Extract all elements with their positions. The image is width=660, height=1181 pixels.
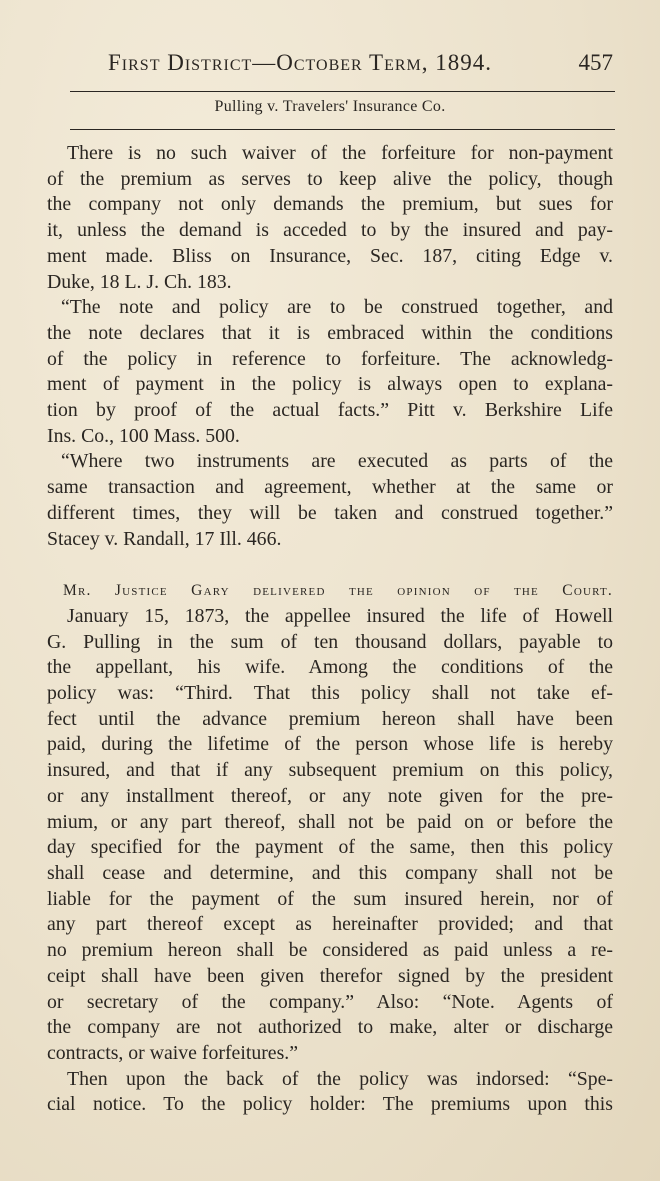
text-line: policy was: “Third. That this policy shall not take ef-: [47, 682, 613, 705]
text-line: tion by proof of the actual facts.” Pitt v. Berkshire Life: [47, 399, 613, 422]
text-line: ment of payment in the policy is always open to explana-: [47, 373, 613, 396]
text-line: ceipt shall have been given therefor signed by the president: [47, 964, 613, 987]
header-rule: [70, 91, 615, 92]
opinion-heading: Mr. Justice Gary delivered the opinion of the Court.: [63, 582, 613, 600]
text-line: cial notice. To the policy holder: The premiums upon this: [47, 1093, 613, 1116]
text-line: or any installment thereof, or any note given for the pre-: [47, 784, 613, 807]
text-line: “Where two instruments are executed as parts of the: [61, 450, 613, 473]
text-line: fect until the advance premium hereon shall have been: [47, 707, 613, 730]
text-line: G. Pulling in the sum of ten thousand dollars, payable to: [47, 630, 613, 653]
text-line: There is no such waiver of the forfeiture for non-payment: [67, 142, 613, 164]
text-line: Then upon the back of the policy was indorsed: “Spe-: [67, 1067, 613, 1090]
running-title: First District—October Term, 1894.: [108, 50, 493, 75]
text-line: ment made. Bliss on Insurance, Sec. 187, citing Edge v.: [47, 244, 613, 267]
text-line: of the premium as serves to keep alive the policy, though: [47, 167, 613, 190]
text-line: Ins. Co., 100 Mass. 500.: [47, 424, 240, 447]
body-text: [47, 141, 613, 1118]
text-line: the appellant, his wife. Among the conditions of the: [47, 656, 613, 679]
text-line: mium, or any part thereof, shall not be paid on or before the: [47, 810, 613, 833]
text-line: insured, and that if any subsequent premium on this policy,: [47, 759, 613, 782]
case-title: Pulling v. Travelers' Insurance Co.: [214, 98, 446, 115]
text-line: day specified for the payment of the same, then this policy: [47, 836, 613, 859]
text-line: contracts, or waive forfeitures.”: [47, 1041, 298, 1064]
case-title-rule: [70, 129, 615, 130]
text-line: liable for the payment of the sum insured herein, nor of: [47, 887, 613, 910]
text-line: shall cease and determine, and this company shall not be: [47, 861, 613, 884]
text-line: the company not only demands the premium, but sues for: [47, 193, 613, 216]
text-line: same transaction and agreement, whether at the same or: [47, 476, 613, 499]
text-line: January 15, 1873, the appellee insured the life of Howell: [67, 604, 613, 627]
page-number: 457: [578, 50, 613, 75]
text-line: Duke, 18 L. J. Ch. 183.: [47, 270, 232, 293]
text-line: the note declares that it is embraced within the conditions: [47, 321, 613, 344]
text-line: of the policy in reference to forfeiture. The acknowledg-: [47, 347, 613, 370]
text-line: the company are not authorized to make, alter or discharge: [47, 1016, 613, 1039]
text-line: no premium hereon shall be considered as paid unless a re-: [47, 939, 613, 962]
page-header: [108, 50, 613, 82]
text-line: paid, during the lifetime of the person whose life is hereby: [47, 733, 613, 756]
text-line: “The note and policy are to be construed together, and: [61, 296, 613, 319]
text-line: it, unless the demand is acceded to by the insured and pay-: [47, 219, 613, 242]
text-line: any part thereof except as hereinafter provided; and that: [47, 913, 613, 936]
text-line: different times, they will be taken and construed together.”: [47, 501, 613, 524]
text-line: Stacey v. Randall, 17 Ill. 466.: [47, 527, 282, 550]
text-line: or secretary of the company.” Also: “Note. Agents of: [47, 990, 613, 1013]
